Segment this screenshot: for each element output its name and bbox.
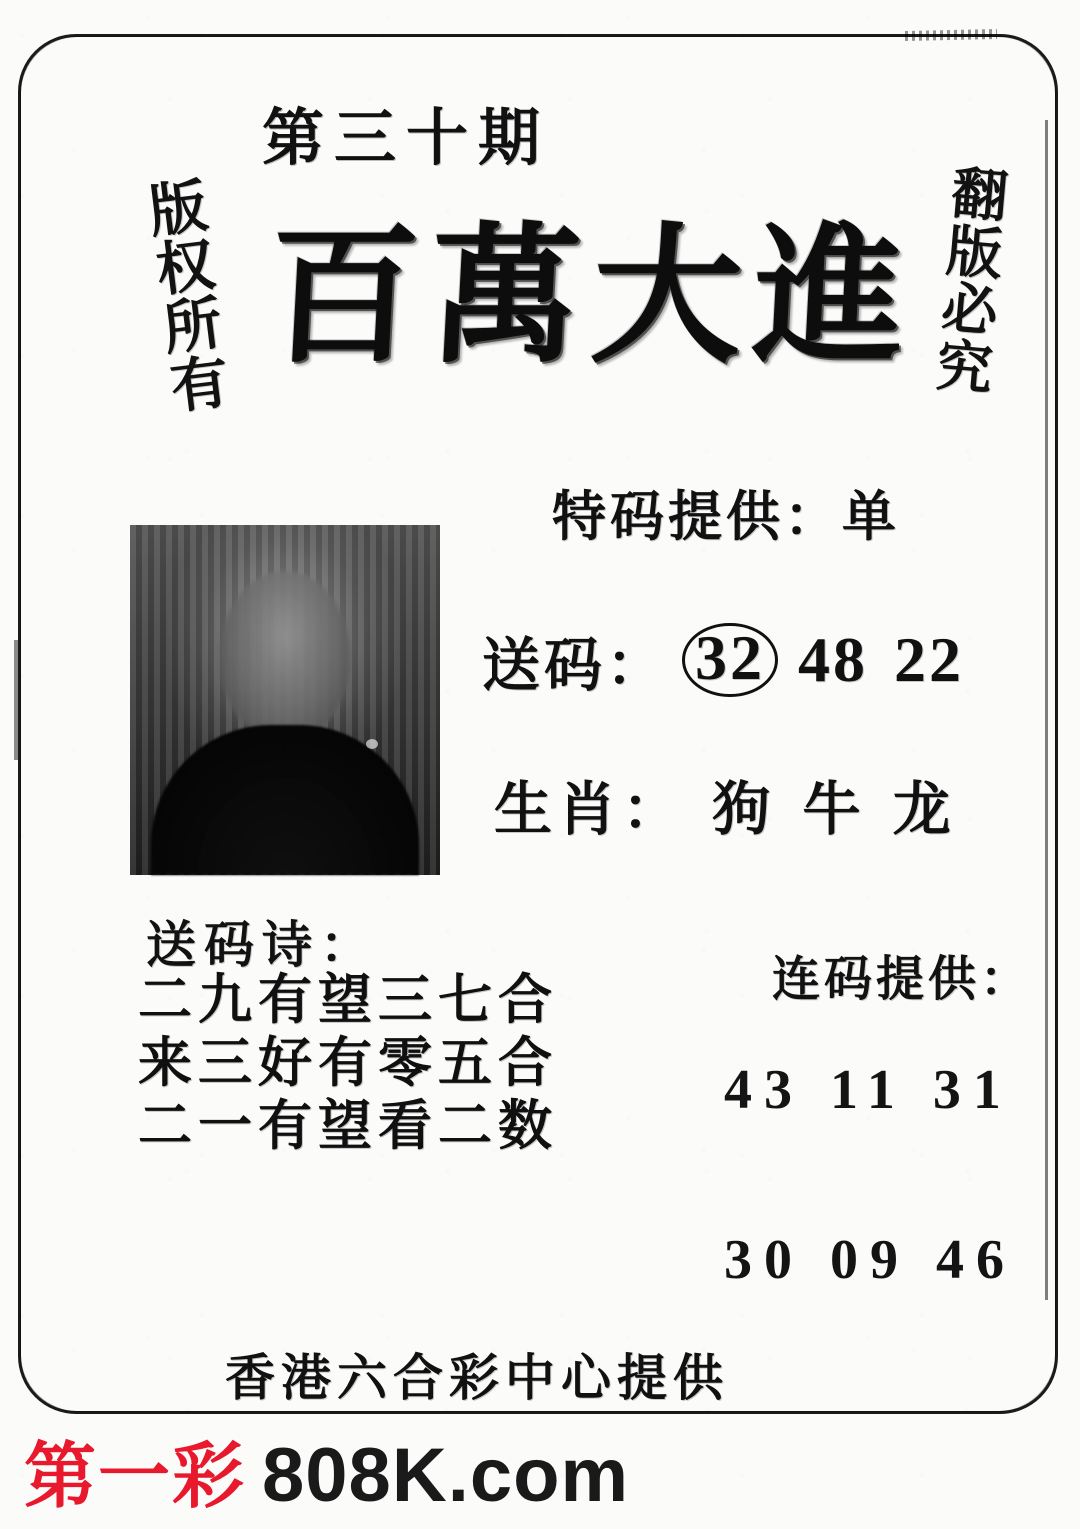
lianma-numbers-row-1 — [724, 1058, 1013, 1122]
poem-line-1: 二九有望三七合 — [138, 968, 558, 1031]
reprint-char-3: 必 — [938, 275, 1001, 346]
zodiac-animal-1: 狗 — [712, 775, 777, 843]
site-watermark — [24, 1433, 630, 1518]
watermark-cn-text: 第一彩 — [24, 1434, 247, 1518]
send-code-number-3: 22 — [894, 624, 965, 695]
portrait-photo — [130, 525, 440, 875]
lianma-r2-number-1: 30 — [724, 1229, 804, 1291]
send-code-number-2: 48 — [798, 624, 869, 695]
issue-label: 第三十期 — [262, 101, 551, 174]
special-code-line: 特码提供：单 — [552, 485, 900, 548]
send-code-row — [482, 618, 970, 702]
poem-title: 送码诗： — [146, 916, 378, 974]
lianma-r2-number-2: 09 — [830, 1229, 910, 1291]
zodiac-animal-2: 牛 — [802, 775, 867, 843]
copyright-char-2: 权 — [152, 230, 219, 305]
lianma-r1-number-1: 43 — [724, 1059, 804, 1121]
zodiac-label: 生肖： — [494, 775, 687, 843]
send-code-label: 送码： — [482, 631, 669, 699]
poem-line-3: 二一有望看二数 — [138, 1094, 558, 1158]
lianma-r1-number-3: 31 — [932, 1059, 1013, 1121]
copyright-char-3: 所 — [159, 288, 226, 364]
lianma-r1-number-2: 11 — [830, 1059, 907, 1121]
reprint-char-4: 究 — [933, 333, 996, 404]
page-title: 百萬大進 — [263, 210, 921, 384]
portrait-scan-spot — [366, 739, 378, 749]
copyright-char-4: 有 — [166, 347, 233, 423]
lianma-title: 连码提供： — [772, 951, 1033, 1007]
lianma-r2-number-3: 46 — [936, 1229, 1016, 1291]
portrait-head — [220, 571, 350, 739]
poem-line-2: 来三好有零五合 — [138, 1031, 558, 1095]
zodiac-animal-3: 龙 — [892, 775, 957, 843]
send-code-number-1: 32 — [682, 623, 778, 698]
portrait-body — [151, 725, 419, 875]
lianma-numbers-row-2 — [724, 1228, 1016, 1292]
scan-artifact-left-edge — [14, 640, 18, 760]
zodiac-row — [494, 762, 957, 846]
scan-artifact-right-edge — [1045, 120, 1048, 1300]
footer-source-line: 香港六合彩中心提供 — [225, 1349, 729, 1407]
scan-artifact-top — [905, 29, 997, 41]
watermark-url-text: 808K.com — [262, 1433, 630, 1518]
copyright-char-1: 版 — [145, 171, 212, 247]
reprint-char-2: 版 — [943, 218, 1006, 289]
reprint-char-1: 翻 — [948, 161, 1011, 231]
poem-body — [138, 968, 558, 1158]
